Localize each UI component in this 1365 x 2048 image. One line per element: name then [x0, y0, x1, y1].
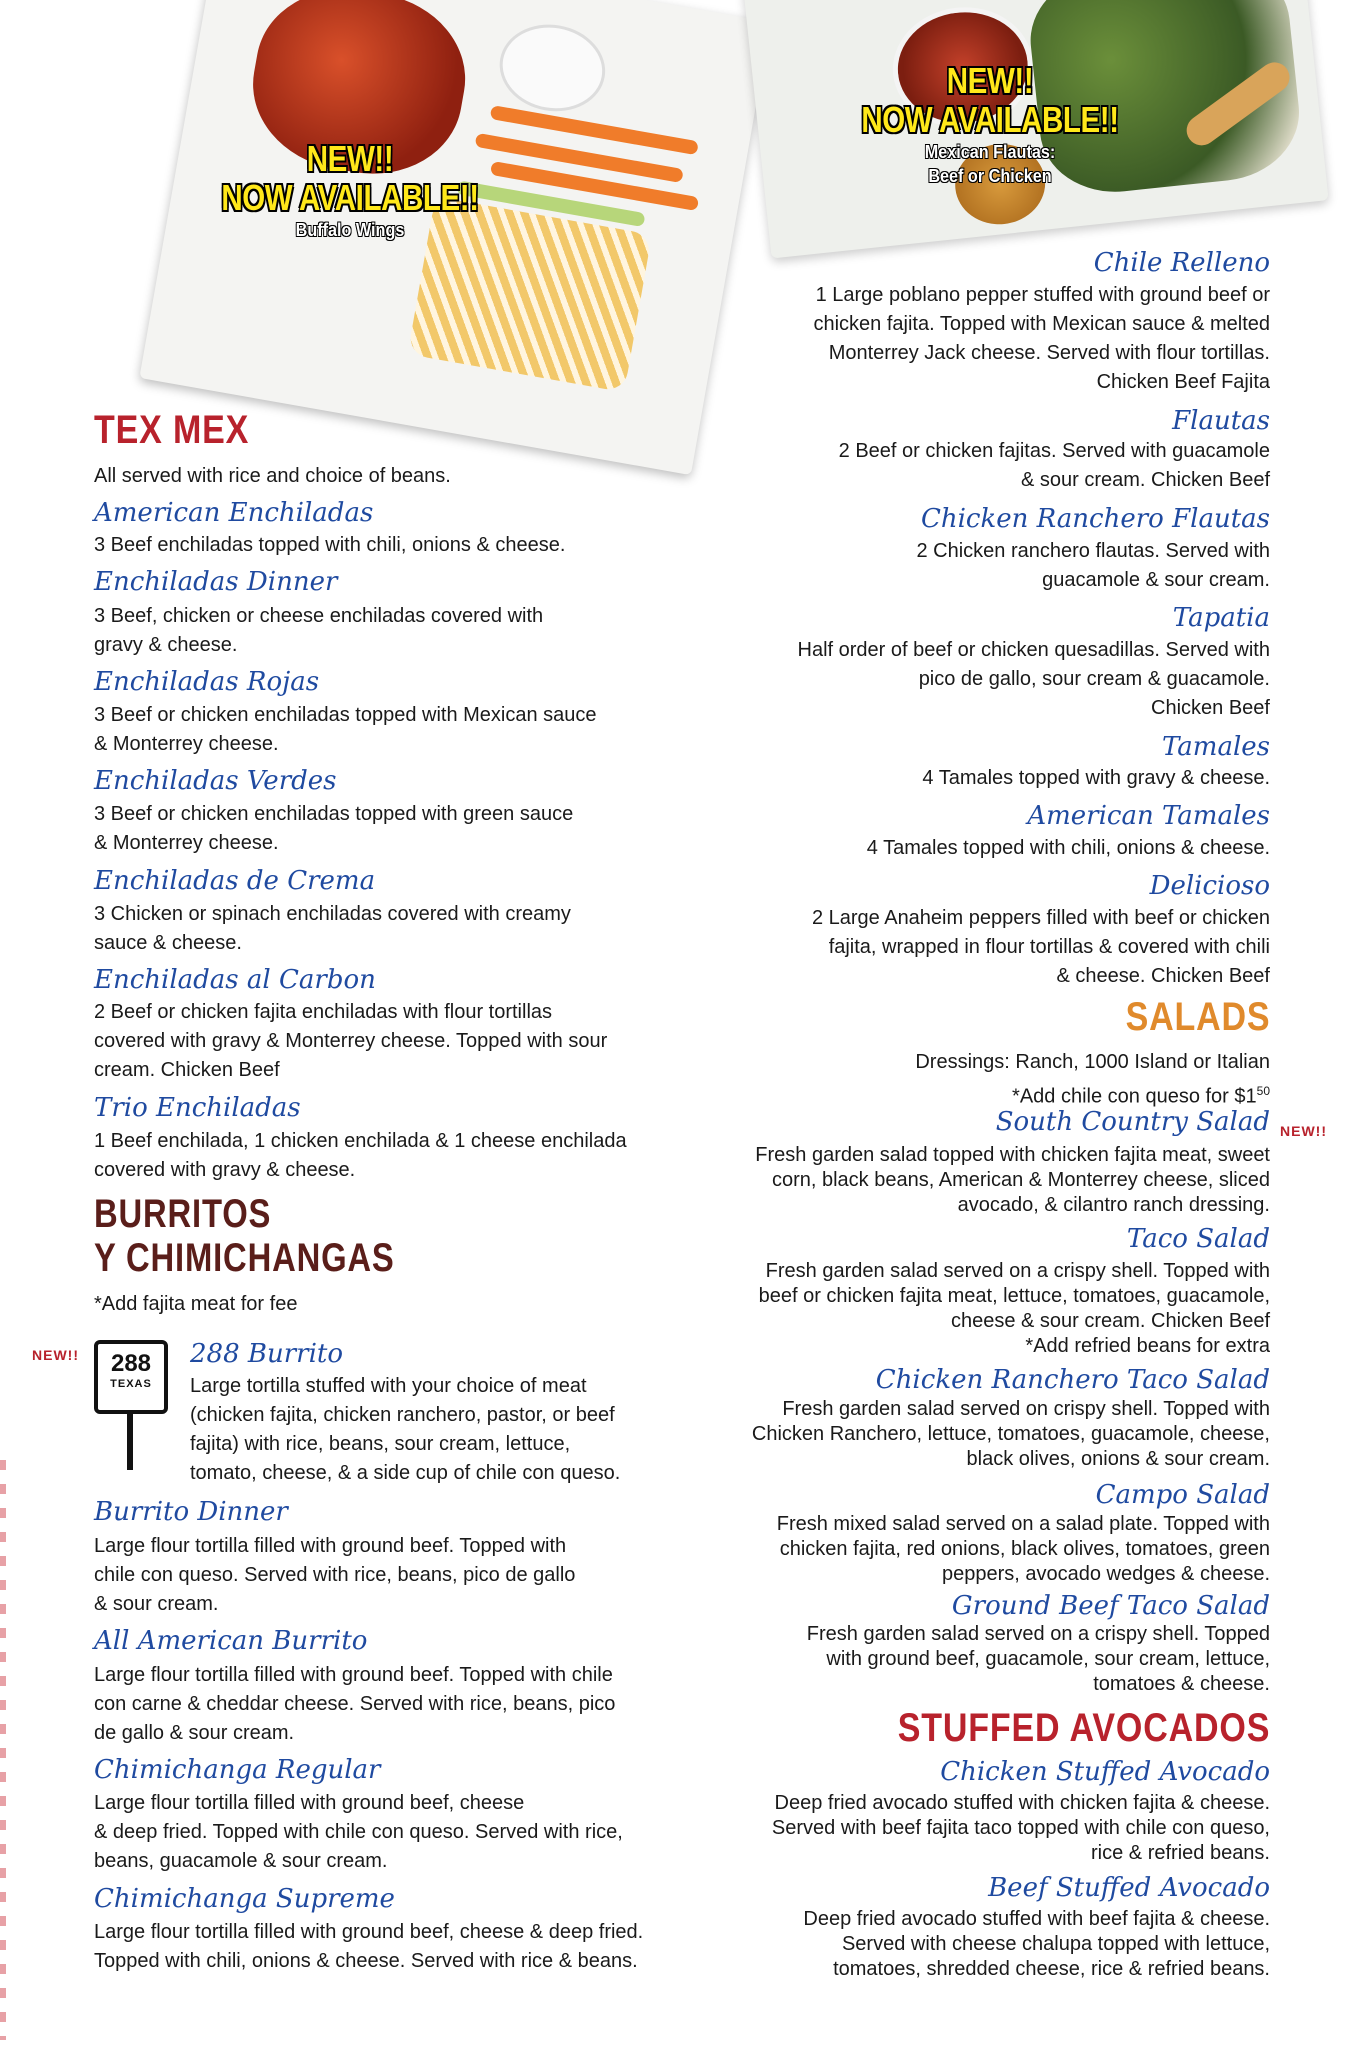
item-desc: 2 Beef or chicken fajitas. Served with guacamole & sour cream. Chicken Beef: [838, 440, 1270, 491]
item-name: American Tamales: [1027, 801, 1270, 831]
item-desc: 3 Beef or chicken enchiladas topped with Mexican sauce & Monterrey cheese.: [94, 704, 597, 755]
highway-288-sign-icon: [94, 1340, 168, 1470]
new-flautas-badge: [820, 62, 1160, 188]
burritos-subtitle: *Add fajita meat for fee: [94, 1293, 298, 1315]
item-name: Enchiladas Verdes: [94, 766, 337, 796]
new-tag: NEW!!: [32, 1347, 79, 1363]
item-desc: 3 Beef, chicken or cheese enchiladas covered with gravy & cheese.: [94, 605, 544, 656]
item-name: Chile Relleno: [1093, 248, 1270, 278]
item-desc: Deep fried avocado stuffed with beef fajita & cheese. Served with cheese chalupa topped with lettuce, tomatoes, shredded cheese, rice & refried beans.: [803, 1908, 1270, 1980]
badge-item-options: Beef or Chicken: [928, 166, 1052, 186]
item-name: Chicken Stuffed Avocado: [940, 1757, 1270, 1787]
new-tag: NEW!!: [1280, 1123, 1327, 1139]
badge-new: NEW!!: [306, 138, 394, 179]
ranch-dip-illustration: [493, 16, 612, 119]
item-desc: Fresh garden salad topped with chicken fajita meat, sweet corn, black beans, American & Monterrey cheese, sliced avocado, & cilantro ranch dressing.: [755, 1144, 1270, 1216]
item-name: Tapatia: [1172, 603, 1270, 633]
item-name: Enchiladas Dinner: [94, 567, 338, 597]
item-name: Taco Salad: [1126, 1224, 1270, 1254]
item-name: Chimichanga Supreme: [94, 1884, 395, 1914]
salads-heading: SALADS: [1125, 995, 1270, 1039]
item-name: Burrito Dinner: [94, 1497, 288, 1527]
item-name: Chicken Ranchero Taco Salad: [875, 1365, 1270, 1395]
item-desc: Large flour tortilla filled with ground beef, cheese & deep fried. Topped with chile con queso. Served with rice, beans, guacamole & sour cream.: [94, 1792, 623, 1872]
item-desc: Fresh garden salad served on a crispy shell. Topped with beef or chicken fajita meat, lettuce, tomatoes, guacamole, cheese & sour cream. Chicken Beef *Add refried beans for extra: [758, 1260, 1270, 1357]
badge-now-available: NOW AVAILABLE!!: [221, 177, 479, 218]
item-desc: Half order of beef or chicken quesadillas. Served with pico de gallo, sour cream & guacamole. Chicken Beef: [797, 639, 1270, 719]
badge-item-name: Buffalo Wings: [295, 220, 405, 240]
item-name: Enchiladas al Carbon: [94, 965, 376, 995]
item-desc: 4 Tamales topped with gravy & cheese.: [922, 767, 1270, 789]
salads-addon: *Add chile con queso for $\$1^{50}$: [1012, 1084, 1270, 1108]
item-desc: Fresh mixed salad served on a salad plate. Topped with chicken fajita, red onions, black olives, tomatoes, green peppers, avocado wedges & cheese.: [776, 1513, 1270, 1585]
item-name: Enchiladas de Crema: [94, 866, 376, 896]
item-desc: 1 Beef enchilada, 1 chicken enchilada & 1 cheese enchilada covered with gravy & cheese.: [94, 1130, 627, 1181]
badge-item-name: Mexican Flautas:: [924, 142, 1056, 162]
item-name: All American Burrito: [94, 1626, 368, 1656]
item-desc: Deep fried avocado stuffed with chicken fajita & cheese. Served with beef fajita taco topped with chile con queso, rice & refried beans.: [771, 1792, 1270, 1864]
salads-dressings: Dressings: Ranch, 1000 Island or Italian: [915, 1051, 1270, 1073]
item-desc: 1 Large poblano pepper stuffed with ground beef or chicken fajita. Topped with Mexican sauce & melted Monterrey Jack cheese. Served with flour tortillas. Chicken Beef Fajita: [813, 284, 1270, 393]
tex-mex-subtitle: All served with rice and choice of beans.: [94, 465, 451, 487]
item-desc: 2 Chicken ranchero flautas. Served with guacamole & sour cream.: [916, 540, 1270, 591]
item-name: Chicken Ranchero Flautas: [920, 504, 1270, 534]
burritos-heading: BURRITOS Y CHIMICHANGAS: [94, 1192, 395, 1280]
item-name: Campo Salad: [1095, 1480, 1270, 1510]
badge-now-available: NOW AVAILABLE!!: [861, 99, 1119, 140]
item-desc: 2 Beef or chicken fajita enchiladas with flour tortillas covered with gravy & Monterrey cheese. Topped with sour cream. Chicken Beef: [94, 1001, 608, 1081]
item-name: Beef Stuffed Avocado: [988, 1873, 1270, 1903]
item-name: Tamales: [1161, 732, 1270, 762]
sign-state: TEXAS: [110, 1378, 152, 1390]
tex-mex-heading: TEX MEX: [94, 408, 250, 452]
item-name: American Enchiladas: [94, 498, 374, 528]
item-desc: 3 Beef enchiladas topped with chili, onions & cheese.: [94, 534, 566, 556]
item-name: South Country Salad: [995, 1107, 1270, 1137]
item-desc: 3 Beef or chicken enchiladas topped with green sauce & Monterrey cheese.: [94, 803, 574, 854]
item-name: Trio Enchiladas: [94, 1093, 301, 1123]
page-edge-decoration: [0, 1460, 6, 2040]
item-desc: 2 Large Anaheim peppers filled with beef or chicken fajita, wrapped in flour tortillas & covered with chili & cheese. Chicken Beef: [811, 907, 1270, 987]
item-desc: 3 Chicken or spinach enchiladas covered with creamy sauce & cheese.: [94, 903, 571, 954]
item-desc: Large flour tortilla filled with ground beef, cheese & deep fried. Topped with chili, onions & cheese. Served with rice & beans.: [94, 1921, 644, 1972]
item-desc: Large flour tortilla filled with ground beef. Topped with chile con carne & cheddar cheese. Served with rice, beans, pico de gallo & sour cream.: [94, 1664, 616, 1744]
item-name: Enchiladas Rojas: [94, 667, 320, 697]
new-wings-badge: [180, 140, 520, 242]
item-name: Ground Beef Taco Salad: [951, 1591, 1270, 1621]
sign-number: 288: [110, 1350, 152, 1377]
item-desc: Large flour tortilla filled with ground beef. Topped with chile con queso. Served with rice, beans, pico de gallo & sour cream.: [94, 1535, 576, 1615]
item-name: Chimichanga Regular: [94, 1755, 381, 1785]
item-desc: 4 Tamales topped with chili, onions & cheese.: [866, 837, 1270, 859]
item-desc: Fresh garden salad served on a crispy shell. Topped with ground beef, guacamole, sour cream, lettuce, tomatoes & cheese.: [806, 1623, 1270, 1695]
item-desc: Fresh garden salad served on crispy shell. Topped with Chicken Ranchero, lettuce, tomatoes, guacamole, cheese, black olives, onions & sour cream.: [751, 1398, 1270, 1470]
stuffed-avocados-heading: STUFFED AVOCADOS: [897, 1706, 1270, 1750]
item-name: 288 Burrito: [190, 1339, 344, 1369]
item-name: Flautas: [1172, 406, 1270, 436]
badge-new: NEW!!: [946, 60, 1034, 101]
item-desc: Large tortilla stuffed with your choice of meat (chicken fajita, chicken ranchero, pastor, or beef fajita) with rice, beans, sour cream, lettuce, tomato, cheese, & a side cup of chile con queso.: [190, 1375, 621, 1484]
item-name: Delicioso: [1149, 871, 1270, 901]
